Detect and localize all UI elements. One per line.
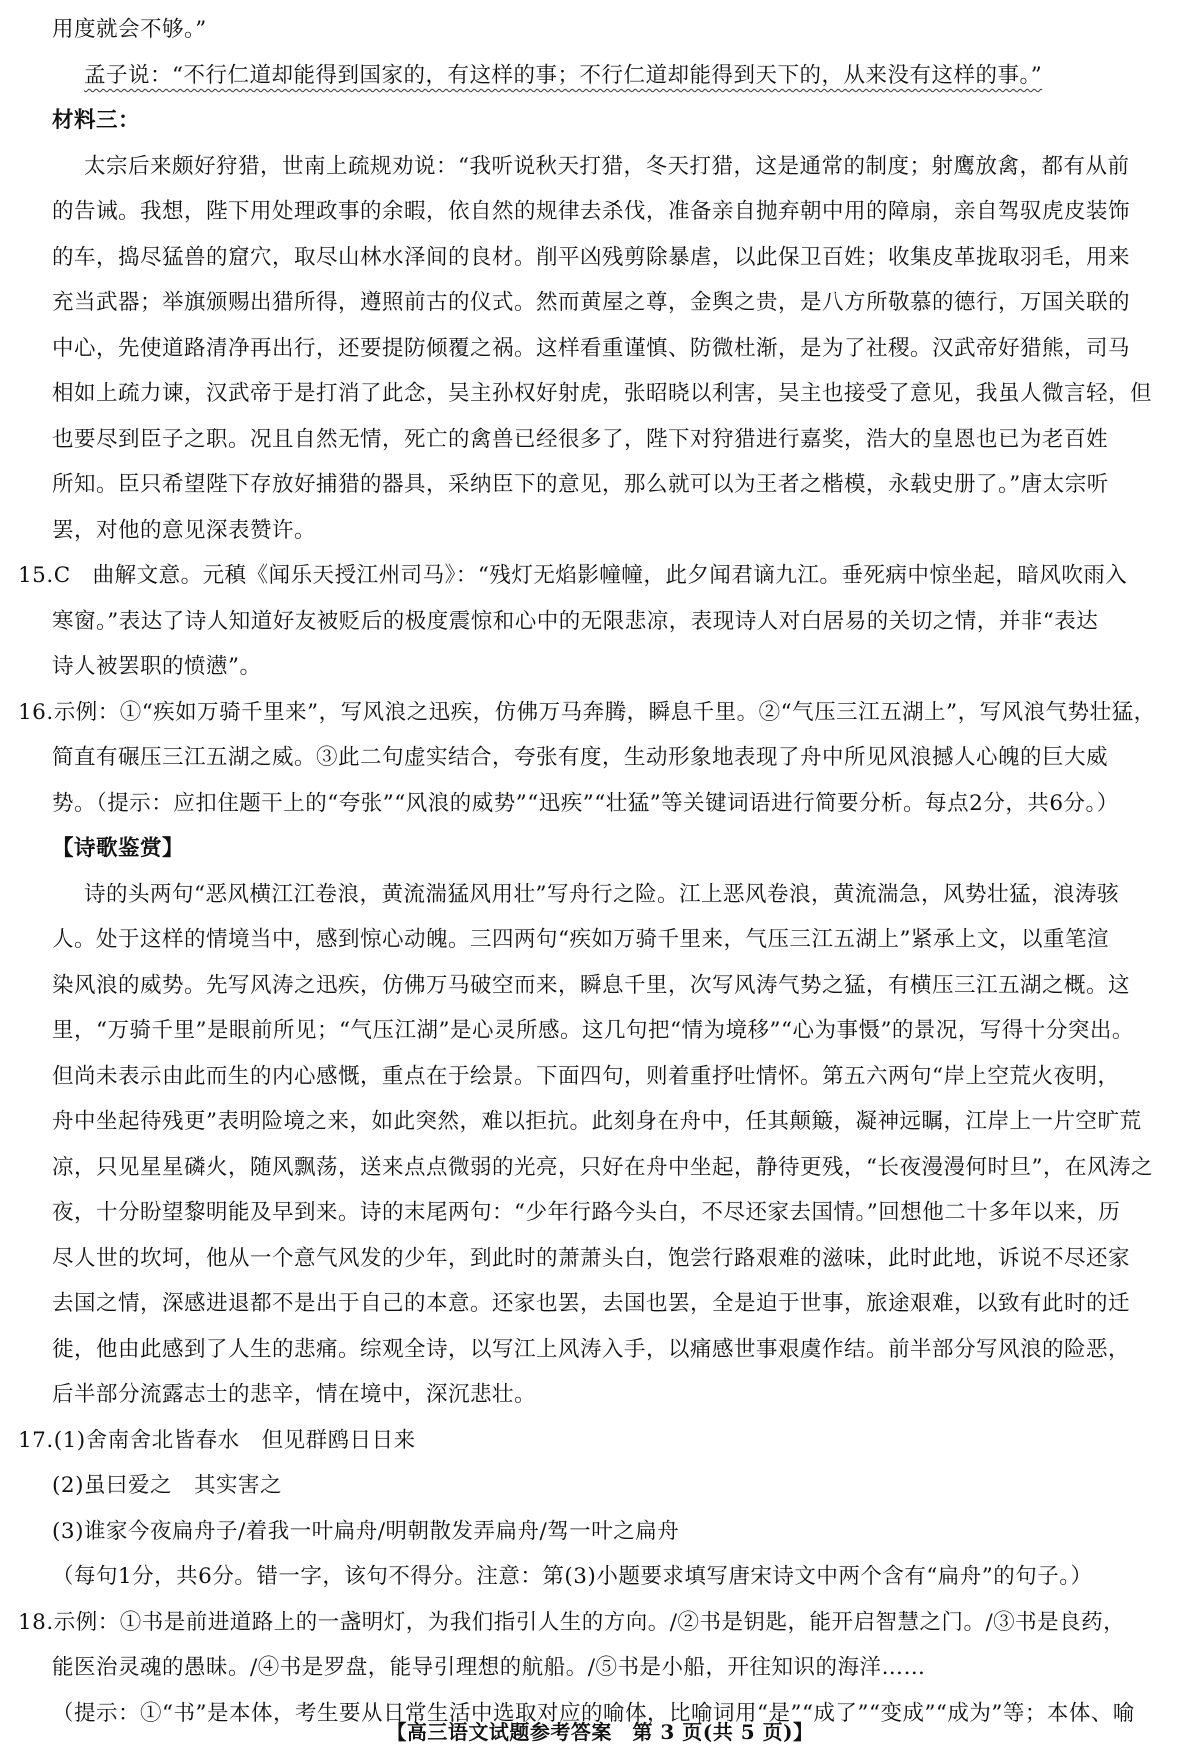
section-heading-material-3: 材料三：: [52, 108, 141, 133]
text-line: 诗人被罢职的愤懑”。: [52, 654, 262, 679]
text-line: 里，“万骑千里”是眼前所见；“气压江湖”是心灵所感。这几句把“情为境移”“心为事慑”的景况，写得十分突出。: [52, 1018, 1134, 1043]
text-line: (2)虽曰爱之 其实害之: [52, 1473, 282, 1498]
page-footer: 【高三语文试题参考答案 第 3 页(共 5 页)】: [386, 1720, 814, 1744]
text-line: 简直有碾压三江五湖之威。③此二句虚实结合，夸张有度，生动形象地表现了舟中所见风浪撼人心魄的巨大威: [52, 745, 1109, 770]
text-line: 能医治灵魂的愚昧。/④书是罗盘，能导引理想的航船。/⑤书是小船，开往知识的海洋……: [52, 1655, 926, 1680]
text-line: 徙，他由此感到了人生的悲痛。综观全诗，以写江上风涛入手，以痛感世事艰虞作结。前半部分写风浪的险恶，: [52, 1337, 1131, 1362]
text-line: 尽人世的坎坷，他从一个意气风发的少年，到此时的萧萧头白，饱尝行路艰难的滋味，此时此地，诉说不尽还家: [52, 1246, 1131, 1271]
text-line: 势。（提示：应扣住题干上的“夸张”“风浪的威势”“迅疾”“壮猛”等关键词语进行简要分析。每点2分，共6分。）: [52, 791, 1119, 816]
text-line: （提示：①“书”是本体，考生要从日常生活中选取对应的喻体，比喻词用“是”“成了”“变成”“成为”等；本体、喻: [52, 1701, 1135, 1726]
text-line: 的车，捣尽猛兽的窟穴，取尽山林水泽间的良材。削平凶残剪除暴虐，以此保卫百姓；收集皮革拢取羽毛，用来: [52, 245, 1131, 270]
text-line: 夜，十分盼望黎明能及早到来。诗的末尾两句：“少年行路今头白，不尽还家去国情。”回想他二十多年以来，历: [52, 1200, 1121, 1225]
section-heading-poem-appreciation: 【诗歌鉴赏】: [52, 836, 185, 861]
text-line: (3)谁家今夜扁舟子/着我一叶扁舟/明朝散发弄扁舟/驾一叶之扁舟: [52, 1519, 680, 1544]
answer-18: 18.示例：①书是前进道路上的一盏明灯，为我们指引人生的方向。/②书是钥匙，能开启智慧之门。/③书是良药，: [18, 1610, 1126, 1635]
wavy-underlined-text: 孟子说：“不行仁道却能得到国家的，有这样的事；不行仁道却能得到天下的，从来没有这样的事。”: [84, 63, 1043, 88]
text-line: 人。处于这样的情境当中，感到惊心动魄。三四两句“疾如万骑千里来，气压三江五湖上”紧承上文，以重笔渲: [52, 927, 1109, 952]
text-line: 的告诫。我想，陛下用处理政事的余暇，依自然的规律去杀伐，准备亲自抛弃朝中用的障扇，亲自驾驭虎皮装饰: [52, 199, 1131, 224]
mencius-quote-line: [84, 52, 1174, 100]
text-line: 染风浪的威势。先写风涛之迅疾，仿佛万马破空而来，瞬息千里，次写风涛气势之猛，有横压三江五湖之概。这: [52, 973, 1131, 998]
text-line: 所知。臣只希望陛下存放好捕猎的器具，采纳臣下的意见，那么就可以为王者之楷模，永载史册了。”唐太宗听: [52, 472, 1109, 497]
text-line: 相如上疏力谏，汉武帝于是打消了此念，吴主孙权好射虎，张昭晓以利害，吴主也接受了意见，我虽人微言轻，但: [52, 381, 1153, 406]
text-line: （每句1分，共6分。错一字，该句不得分。注意：第(3)小题要求填写唐宋诗文中两个含有“扁舟”的句子。）: [52, 1564, 1093, 1589]
text-line: 也要尽到臣子之职。况且自然无情，死亡的禽兽已经很多了，陛下对狩猎进行嘉奖，浩大的皇恩也已为老百姓: [52, 427, 1109, 452]
text-line: 寒窗。”表达了诗人知道好友被贬后的极度震惊和心中的无限悲凉，表现诗人对白居易的关切之情，并非“表达: [52, 609, 1099, 634]
text-line: 诗的头两句“恶风横江江卷浪，黄流湍猛风用壮”写舟行之险。江上恶风卷浪，黄流湍急，风势壮猛，浪涛骇: [84, 882, 1119, 907]
text-line: 但尚未表示由此而生的内心感慨，重点在于绘景。下面四句，则着重抒吐情怀。第五六两句“岸上空荒火夜明，: [52, 1064, 1120, 1089]
answer-15: 15.C 曲解文意。元稹《闻乐天授江州司马》：“残灯无焰影幢幢，此夕闻君谪九江。垂死病中惊坐起，暗风吹雨入: [18, 563, 1128, 588]
text-line: 用度就会不够。”: [52, 17, 207, 42]
text-line: 太宗后来颇好狩猎，世南上疏规劝说：“我听说秋天打猎，冬天打猎，这是通常的制度；射鹰放禽，都有从前: [84, 154, 1130, 179]
text-line: 罢，对他的意见深表赞许。: [52, 518, 317, 543]
answer-16: 16.示例：①“疾如万骑千里来”，写风浪之迅疾，仿佛万马奔腾，瞬息千里。②“气压三江五湖上”，写风浪气势壮猛，: [18, 700, 1156, 725]
text-line: 凉，只见星星磷火，随风飘荡，送来点点微弱的光亮，只好在舟中坐起，静待更残，“长夜漫漫何时旦”，在风涛之: [52, 1155, 1153, 1180]
text-line: 中心，先使道路清净再出行，还要提防倾覆之祸。这样看重谨慎、防微杜渐，是为了社稷。汉武帝好猎熊，司马: [52, 336, 1131, 361]
text-line: 充当武器；举旗颁赐出猎所得，遵照前古的仪式。然而黄屋之尊，金舆之贵，是八方所敬慕的德行，万国关联的: [52, 290, 1131, 315]
text-line: 后半部分流露志士的悲辛，情在境中，深沉悲壮。: [52, 1382, 537, 1407]
text-line: 去国之情，深感进退都不是出于自己的本意。还家也罢，去国也罢，全是迫于世事，旅途艰难，以致有此时的迁: [52, 1291, 1131, 1316]
text-line: 舟中坐起待残更”表明险境之来，如此突然，难以拒抗。此刻身在舟中，任其颠簸，凝神远瞩，江岸上一片空旷荒: [52, 1109, 1142, 1134]
answer-17: 17.(1)舍南舍北皆春水 但见群鸥日日来: [18, 1428, 416, 1453]
